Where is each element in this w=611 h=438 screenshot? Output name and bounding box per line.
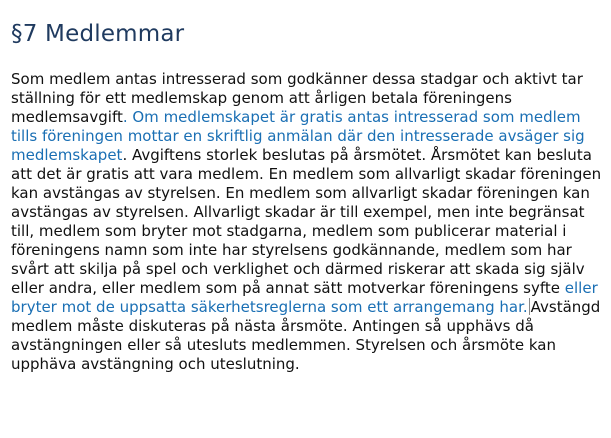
text-segment-inserted: eller bryter mot de uppsatta säkerhetsreglerna som ett arrangemang har.	[11, 279, 598, 316]
text-segment-normal: . Avgiftens storlek beslutas på årsmötet. Årsmötet kan besluta att det är gratis att vara medlem. En medlem som allvarligt skadar föreningen kan avstängas av styrelsen. En medlem som allvarligt skadar föreningen kan avstängas av styrelsen. Allvarligt skadar är till exempel, men inte begränsat till, medlem som bryter mot stadgarna, medlem som publicerar material i föreningens namn som inte har styrelsens godkännande, medlem som har svårt att skilja på spel och verklighet och därmed riskerar att skada sig själv eller andra, eller medlem som på annat sätt motverkar föreningens syfte	[11, 146, 602, 297]
text-segment-inserted: . Om medlemskapet är gratis antas intresserad som medlem tills föreningen mottar en skriftlig anmälan där den intresserade avsäger sig medlemskapet	[11, 108, 585, 164]
text-segment-normal: Som medlem antas intresserad som godkänner dessa stadgar och aktivt tar ställning för ett medlemskap genom att årligen betala föreningens medlemsavgift	[11, 70, 583, 126]
text-segment-normal: Avstängd medlem måste diskuteras på nästa årsmöte. Antingen så upphävs då avstängningen eller så utesluts medlemmen. Styrelsen och årsmöte kan upphäva avstängning och uteslutning.	[11, 298, 601, 373]
text-cursor	[529, 298, 530, 315]
section-paragraph[interactable]	[11, 70, 607, 374]
section-heading: §7 Medlemmar	[11, 21, 185, 47]
